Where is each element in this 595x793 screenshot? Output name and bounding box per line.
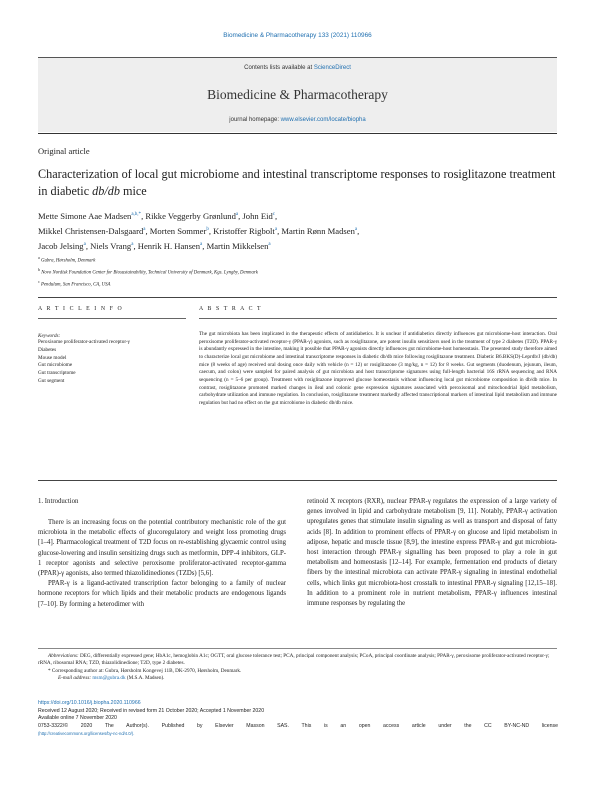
author-name: Mette Simone Aae Madsen: [38, 210, 132, 221]
keyword: Gut transcriptome: [38, 370, 76, 377]
affiliation-list: [38, 254, 558, 290]
author-affiliation-marker[interactable]: a,b,*: [131, 212, 142, 217]
author[interactable]: [138, 241, 203, 251]
author-affiliation-marker[interactable]: a: [235, 212, 239, 217]
author-affiliation-marker[interactable]: a: [354, 226, 358, 232]
homepage-prefix: journal homepage:: [229, 117, 281, 123]
keywords-label: Keywords:: [38, 333, 61, 339]
affiliation-marker: a: [38, 255, 40, 260]
author-affiliation-marker[interactable]: a: [268, 241, 271, 247]
abbreviations-text: DEG, differentially expressed gene; HbA1c, hemoglobin A1c; OGTT, oral glucose tolerance test; PCA, principal component analysis; PCoA, principal coordinate analysis; PPAR-γ, peroxisome proliferator-activated receptor-γ; rRNA, ribosomal RNA; TZD, thiazolidinedione; T2D, type 2 diabetes.: [38, 653, 550, 667]
title-text: Characterization of local gut microbiome and intestinal transcriptome responses to rosiglitazone treatment in diabetic: [38, 167, 556, 198]
homepage-line: [38, 117, 557, 123]
right-column: [307, 497, 557, 609]
keyword: Peroxisome proliferator-activated receptor-γ: [38, 339, 130, 345]
affiliation: [38, 278, 558, 290]
keyword: Mouse model: [38, 354, 67, 361]
keyword: Diabetes: [38, 346, 57, 353]
author[interactable]: [90, 241, 133, 251]
author-affiliation-marker[interactable]: a: [143, 226, 146, 232]
author[interactable]: [145, 211, 238, 221]
left-column: [38, 518, 286, 610]
header-rule: [38, 133, 557, 134]
copyright-line: 0753-3322/© 2020 The Author(s). Published by Elsevier Masson SAS. This is an open access article under the CC BY-NC-ND license: [38, 722, 558, 729]
author-name: John Eid: [242, 210, 273, 221]
keyword: Gut microbiome: [38, 362, 73, 369]
abbreviations-note: [38, 653, 558, 668]
email-link[interactable]: msm@gubra.dk: [92, 675, 126, 682]
journal-title: Biomedicine & Pharmacotherapy: [207, 87, 388, 102]
author-affiliation-marker[interactable]: c: [272, 212, 275, 217]
footnotes: [38, 653, 558, 683]
affiliation-text: Gubra, Hørsholm, Denmark: [39, 258, 96, 264]
info-rule: [38, 297, 557, 298]
author[interactable]: [207, 241, 271, 251]
corresponding-author-note: * Corresponding author at: Gubra, Hørsholm Kongevej 11B, DK-2970, Hørsholm, Denmark.: [48, 667, 242, 674]
author-name: Henrik H. Hansen: [137, 240, 201, 251]
title-italic: db/db: [92, 184, 120, 198]
abstract-text: The gut microbiota has been implicated in the therapeutic effects of antidiabetics. It is unclear if antidiabetics directly influences gut microbiome-host interaction. Oral peroxisome proliferator-activated receptor-γ (PPAR-γ) agonists, such as rosiglitazone, are potent insulin sensitizers used in the treatment of type 2 diabetes (T2D). PPAR-γ is abundantly expressed in the intestine, making it possible that PPAR-γ agonists directly influences gut microbiome-host homeostasis. The presented study therefore aimed to characterize local gut microbiome and intestinal transcriptome responses in diabetic db/db mice following rosiglitazone treatment. Diabetic B6.BKS(D)-Leprdb/J (db/db) mice (8 weeks of age) received oral dosing once daily with vehicle (n = 12) or rosiglitazone (3 mg/kg, n = 12) for 8 weeks. Gut segments (duodenum, jejunum, ileum, caecum, and colon) were sampled for paired analysis of gut microbiota and host transcriptome signatures using full-length bacterial 16S rRNA sequencing and RNA sequencing (n = 5–6 per group). Treatment with rosiglitazone improved glucose homeostasis without influencing local gut microbiome composition in db/db mice. In contrast, rosiglitazone promoted marked changes in ileal and colonic gene expression signatures associated with peroxisomal and mitochondrial lipid metabolism, carbohydrate utilization and immune regulation. In conclusion, rosiglitazone treatment markedly affected transcriptional markers of intestinal lipid metabolism and immune regulation but had no effect on the gut microbiome in diabetic db/db mice.: [199, 331, 557, 406]
author[interactable]: [150, 226, 209, 236]
homepage-link[interactable]: www.elsevier.com/locate/biopha: [280, 117, 366, 123]
affiliation-text: Pendulum, San Francisco, CA, USA: [39, 282, 111, 288]
contents-prefix: Contents lists available at: [244, 65, 314, 71]
author[interactable]: [213, 226, 277, 236]
affiliation-marker: c: [38, 279, 40, 285]
received-dates: Received 12 August 2020; Received in revised form 21 October 2020; Accepted 1 November 2020: [38, 707, 265, 714]
license-link[interactable]: (http://creativecommons.org/licenses/by-nc-nd/4.0/).: [38, 731, 135, 737]
author[interactable]: [38, 241, 86, 251]
author-name: Jacob Jelsing: [38, 240, 84, 251]
author-name: Martin Rønn Madsen: [281, 225, 355, 236]
keyword-list: [38, 339, 188, 386]
email-note: [38, 675, 558, 682]
author-affiliation-marker[interactable]: a: [131, 241, 134, 247]
article-type: Original article: [38, 146, 90, 156]
doi-link[interactable]: https://doi.org/10.1016/j.biopha.2020.110966: [38, 700, 141, 706]
author[interactable]: [38, 211, 141, 221]
affiliation-marker: b: [38, 267, 40, 273]
contents-line: [38, 65, 557, 71]
author-name: Morten Sommer: [149, 225, 207, 236]
author[interactable]: [281, 226, 357, 236]
author[interactable]: [242, 211, 275, 221]
article-info-heading: A R T I C L E I N F O: [38, 306, 124, 312]
keyword: Gut segment: [38, 377, 65, 384]
affiliation: [38, 254, 558, 266]
abstract-section: [199, 306, 557, 408]
abbreviations-label: Abbreviations:: [48, 653, 79, 659]
publication-info: [38, 700, 558, 738]
sciencedirect-link[interactable]: ScienceDirect: [313, 65, 351, 71]
available-online: Available online 7 November 2020: [38, 715, 117, 722]
title-end: mice: [119, 184, 147, 198]
email-label: E-mail address:: [58, 675, 92, 682]
article-info: [38, 306, 188, 386]
journal-header: [38, 57, 557, 132]
author-name: Mikkel Christensen-Dalsgaard: [38, 225, 144, 236]
author[interactable]: [38, 226, 145, 236]
abstract-bottom-rule: [38, 480, 557, 481]
article-title: [38, 166, 558, 200]
affiliation: [38, 266, 558, 278]
author-affiliation-marker[interactable]: a: [83, 241, 86, 247]
journal-citation[interactable]: Biomedicine & Pharmacotherapy 133 (2021) 110966: [223, 32, 372, 39]
author-name: Rikke Veggerby Grønlund: [145, 210, 236, 221]
author-name: Kristoffer Rigbolt: [213, 225, 275, 236]
abstract-heading: A B S T R A C T: [199, 306, 263, 312]
author-affiliation-marker[interactable]: b: [206, 226, 209, 232]
abstract-rule: [199, 318, 557, 319]
paragraph: PPAR-γ is a ligand-activated transcription factor belonging to a family of nuclear hormone receptors for which lipids and their metabolic products are endogenous ligands [7–10]. By forming a heterodimer with: [38, 580, 286, 608]
author-list: Mette Simone Aae Madsen$^{a,b,*}$, Rikke Veggerby Grønlund$^a$, John Eid$^c$, Mikkel Christensen-Dalsgaard$^a$, Morten Sommer$^b$, Kristoffer Rigbolt$^a$, Martin Rønn Madsen$^a$, Jacob Jelsing$^a$, Niels Vrang$^a$, Henrik H. Hansen$^a$, Martin Mikkelsen$^a$: [38, 210, 360, 251]
author-name: Niels Vrang: [90, 240, 132, 251]
footnote-rule: [38, 648, 557, 649]
email-suffix: (M.S.A. Madsen).: [125, 675, 165, 682]
introduction-heading: 1. Introduction: [38, 498, 79, 505]
author-affiliation-marker[interactable]: a: [200, 241, 203, 247]
author-affiliation-marker[interactable]: a: [274, 226, 278, 232]
article-info-rule: [38, 318, 186, 319]
paragraph: retinoid X receptors (RXR), nuclear PPAR-γ regulates the expression of a large variety of genes involved in lipid and carbohydrate metabolism [9, 11]. Notably, PPAR-γ activation upregulates genes that stimulate insulin signaling as well as transport and disposal of fatty acids [8]. In addition to prominent effects of PPAR-γ on glucose and lipid metabolism in adipose, hepatic and muscle tissue [8,9], the intestine express PPAR-γ and gut microbiota-host interaction through PPAR-γ signalling has been proposed to play a role in gut metabolism and homeostasis [12–14]. For example, fermentation end products of dietary fibers by the intestinal microbiota can activate PPAR-γ signaling in intestinal endothelial cells, which links gut microbiota-host crosstalk to intestinal PPAR-γ signaling [12,15–18]. In addition to a prominent role in nutrient metabolism, PPAR-γ influences intestinal immune responses by regulating the: [307, 498, 557, 608]
author-name: Martin Mikkelsen: [206, 240, 269, 251]
paragraph: There is an increasing focus on the potential contributory mechanistic role of the gut microbiota in the metabolic effects of glucoregulatory and weight loss promoting drugs [1–4]. Pharmacological treatment of T2D focus on re-establishing glycaemic control using glucose-lowering and insulin sensitizing drugs such as metformin, DPP-4 inhibitors, GLP-1 receptor agonists and selective peroxisome proliferator-activated receptor-gamma (PPAR)-γ agonists, also termed thiazolidinediones (TZDs) [5,6].: [38, 519, 286, 578]
affiliation-text: Novo Nordisk Foundation Center for Biosustainability, Technical University of Denmark, Kgs. Lyngby, Denmark: [40, 270, 258, 276]
